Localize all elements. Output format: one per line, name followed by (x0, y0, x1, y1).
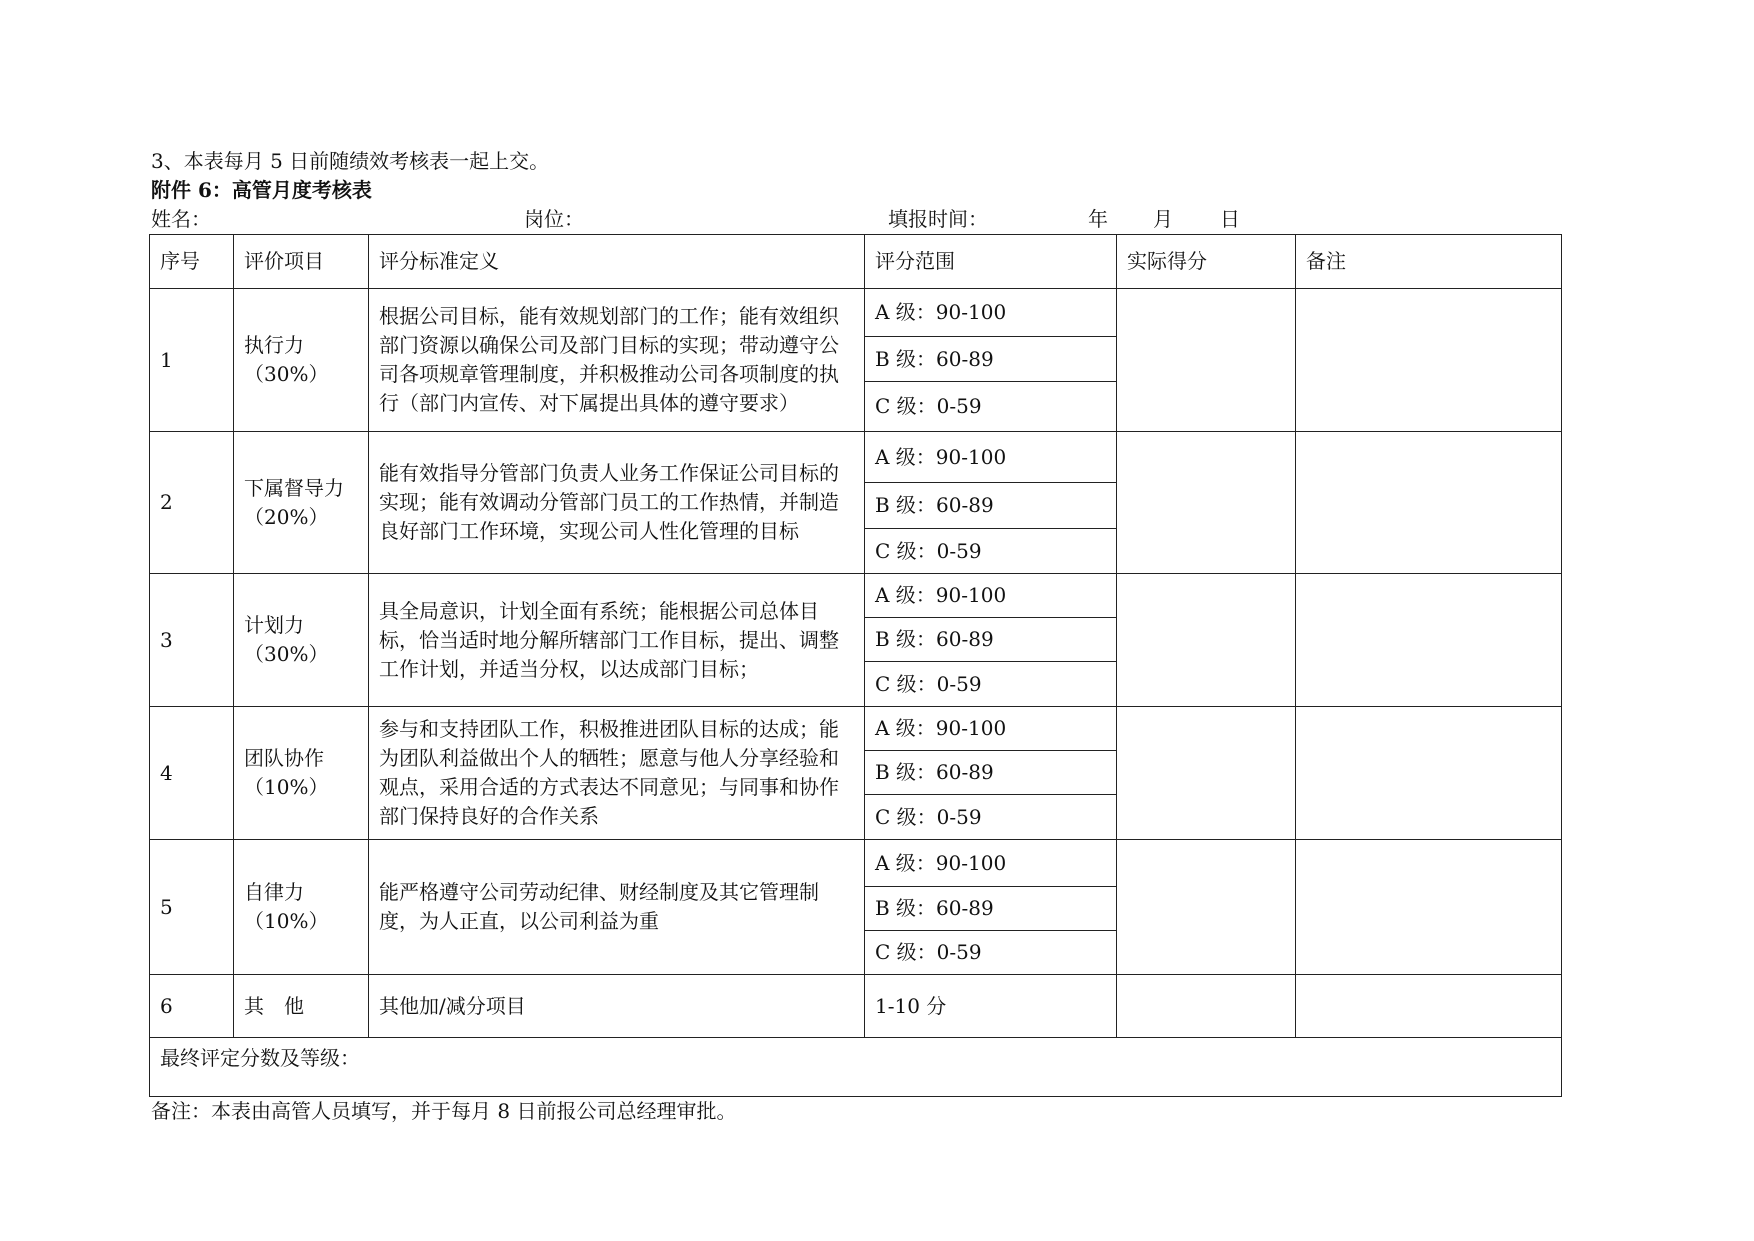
row-criteria: 具全局意识，计划全面有系统；能根据公司总体目标，恰当适时地分解所辖部门工作目标，提出、调整工作计划，并适当分权，以达成部门目标； (369, 574, 865, 707)
grade-a: A 级：90-100 (865, 840, 1117, 887)
position-label: 岗位： (524, 207, 584, 231)
year-label: 年 (1088, 207, 1108, 231)
score-cell[interactable] (1117, 975, 1296, 1038)
row-no: 5 (150, 840, 234, 975)
row-criteria: 其他加/减分项目 (369, 975, 865, 1038)
name-label: 姓名： (151, 207, 211, 231)
grade-b: B 级：60-89 (865, 751, 1117, 795)
table-row (150, 574, 1562, 618)
header-row (150, 235, 1562, 289)
day-label: 日 (1220, 207, 1240, 231)
row-item: 执行力（30%） (234, 289, 369, 432)
grade-a: A 级：90-100 (865, 707, 1117, 751)
remark-cell[interactable] (1296, 289, 1562, 432)
grade-a: A 级：90-100 (865, 574, 1117, 618)
other-row (150, 975, 1562, 1038)
row-item: 计划力（30%） (234, 574, 369, 707)
row-no: 3 (150, 574, 234, 707)
table-row (150, 289, 1562, 337)
evaluation-table (149, 234, 1562, 1097)
row-criteria: 参与和支持团队工作，积极推进团队目标的达成；能为团队利益做出个人的牺牲；愿意与他人分享经验和观点，采用合适的方式表达不同意见；与同事和协作部门保持良好的合作关系 (369, 707, 865, 840)
row-criteria: 能有效指导分管部门负责人业务工作保证公司目标的实现；能有效调动分管部门员工的工作热情，并制造良好部门工作环境，实现公司人性化管理的目标 (369, 432, 865, 574)
row-item: 自律力（10%） (234, 840, 369, 975)
grade-a: A 级：90-100 (865, 289, 1117, 337)
row-item: 团队协作（10%） (234, 707, 369, 840)
grade-a: A 级：90-100 (865, 432, 1117, 483)
top-note: 3、本表每月 5 日前随绩效考核表一起上交。 (151, 149, 550, 173)
row-no: 6 (150, 975, 234, 1038)
row-no: 1 (150, 289, 234, 432)
grade-c: C 级：0-59 (865, 382, 1117, 432)
row-no: 2 (150, 432, 234, 574)
bottom-note: 备注：本表由高管人员填写，并于每月 8 日前报公司总经理审批。 (151, 1099, 737, 1123)
month-label: 月 (1153, 207, 1173, 231)
final-score-label[interactable]: 最终评定分数及等级： (150, 1038, 1562, 1097)
table-row (150, 707, 1562, 751)
fill-time-label: 填报时间： (888, 207, 988, 231)
score-cell[interactable] (1117, 432, 1296, 574)
other-range: 1-10 分 (865, 975, 1117, 1038)
remark-cell[interactable] (1296, 840, 1562, 975)
grade-c: C 级：0-59 (865, 795, 1117, 840)
grade-b: B 级：60-89 (865, 618, 1117, 662)
row-item: 下属督导力（20%） (234, 432, 369, 574)
header-range: 评分范围 (865, 235, 1117, 289)
grade-c: C 级：0-59 (865, 931, 1117, 975)
remark-cell[interactable] (1296, 432, 1562, 574)
header-criteria: 评分标准定义 (369, 235, 865, 289)
grade-c: C 级：0-59 (865, 662, 1117, 707)
table-row (150, 840, 1562, 887)
remark-cell[interactable] (1296, 707, 1562, 840)
header-score: 实际得分 (1117, 235, 1296, 289)
header-item: 评价项目 (234, 235, 369, 289)
row-no: 4 (150, 707, 234, 840)
table-row (150, 432, 1562, 483)
grade-b: B 级：60-89 (865, 337, 1117, 382)
grade-b: B 级：60-89 (865, 887, 1117, 931)
row-criteria: 根据公司目标，能有效规划部门的工作；能有效组织部门资源以确保公司及部门目标的实现；带动遵守公司各项规章管理制度，并积极推动公司各项制度的执行（部门内宣传、对下属提出具体的遵守要求） (369, 289, 865, 432)
grade-c: C 级：0-59 (865, 529, 1117, 574)
document-title: 附件 6：高管月度考核表 (151, 178, 372, 202)
grade-b: B 级：60-89 (865, 483, 1117, 529)
row-item: 其 他 (234, 975, 369, 1038)
row-criteria: 能严格遵守公司劳动纪律、财经制度及其它管理制度，为人正直，以公司利益为重 (369, 840, 865, 975)
remark-cell[interactable] (1296, 975, 1562, 1038)
remark-cell[interactable] (1296, 574, 1562, 707)
header-no: 序号 (150, 235, 234, 289)
score-cell[interactable] (1117, 840, 1296, 975)
header-remark: 备注 (1296, 235, 1562, 289)
score-cell[interactable] (1117, 289, 1296, 432)
score-cell[interactable] (1117, 707, 1296, 840)
score-cell[interactable] (1117, 574, 1296, 707)
final-row (150, 1038, 1562, 1097)
